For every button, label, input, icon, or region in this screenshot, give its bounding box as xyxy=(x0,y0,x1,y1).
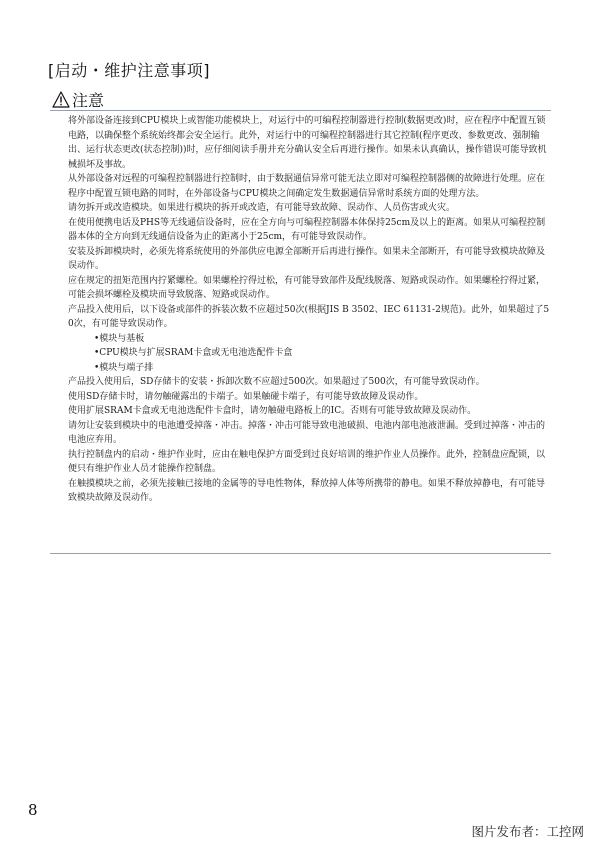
caution-body xyxy=(68,114,550,506)
top-divider xyxy=(50,110,551,111)
page-number: 8 xyxy=(28,801,38,819)
paragraph: 产品投入使用后，以下设备或部件的拆装次数不应超过50次(根据JIS B 3502、IEC 61131-2规范)。此外，如果超过了50次，有可能导致误动作。 xyxy=(68,304,550,329)
paragraph: 执行控制盘内的启动・维护作业时，应由在触电保护方面受到过良好培训的维护作业人员操作。此外，控制盘应配锁，以便只有维护作业人员才能操作控制盘。 xyxy=(68,449,546,474)
paragraph: 请勿让安装到模块中的电池遭受掉落・冲击。掉落・冲击可能导致电池破损、电池内部电池液泄漏。受到过掉落・冲击的电池应弃用。 xyxy=(68,420,546,445)
section-title: [启动・维护注意事项] xyxy=(48,61,210,80)
bullet-item: •模块与基板 xyxy=(94,333,145,344)
caution-heading xyxy=(52,88,104,111)
paragraph: 安装及拆卸模块时，必须先将系统使用的外部供应电源全部断开后再进行操作。如果未全部断开，有可能导致模块故障及误动作。 xyxy=(68,246,546,271)
paragraph: 使用扩展SRAM卡盒或无电池选配件卡盒时，请勿触碰电路板上的IC。否则有可能导致故障及误动作。 xyxy=(68,406,477,416)
caution-label: 注意 xyxy=(72,91,105,110)
paragraph: 从外部设备对远程的可编程控制器进行控制时，由于数据通信异常可能无法立即对可编程控制器侧的故障进行处理。应在程序中配置互锁电路的同时，在外部设备与CPU模块之间确定发生数据通信异常时系统方面的处理方法。 xyxy=(68,174,546,199)
bullet-item: •CPU模块与扩展SRAM卡盒或无电池选配件卡盒 xyxy=(94,348,293,358)
bullet-list xyxy=(68,332,550,376)
paragraph: 在触摸模块之前，必须先接触已接地的金属等的导电性物体，释放掉人体等所携带的静电。如果不释放掉静电，有可能导致模块故障及误动作。 xyxy=(68,478,546,503)
bullet-item: •模块与端子排 xyxy=(94,362,154,373)
paragraph: 产品投入使用后，SD存储卡的安装・拆卸次数不应超过500次。如果超过了500次，有可能导致误动作。 xyxy=(68,377,485,387)
paragraph: 将外部设备连接到CPU模块上或智能功能模块上，对运行中的可编程控制器进行控制(数据更改)时，应在程序中配置互锁电路，以确保整个系统始终都会安全运行。此外，对运行中的可编程控制器进行其它控制(程序更改、参数更改、强制输出、运行状态更改(状态控制))时，应仔细阅读手册并充分确认安全后再进行操作。如果未认真确认，操作错误可能导致机械损坏及事故。 xyxy=(68,116,547,170)
paragraph: 在使用便携电话及PHS等无线通信设备时，应在全方向与可编程控制器本体保持25cm及以上的距离。如果从可编程控制器本体的全方向到无线通信设备为止的距离小于25cm，有可能导致误动作。 xyxy=(68,217,546,242)
paragraph: 使用SD存储卡时，请勿触碰露出的卡端子。如果触碰卡端子，有可能导致故障及误动作。 xyxy=(68,391,424,402)
paragraph: 请勿拆开或改造模块。如果进行模块的拆开或改造，有可能导致故障、误动作、人员伤害或火灾。 xyxy=(68,203,456,213)
paragraph: 应在规定的扭矩范围内拧紧螺栓。如果螺栓拧得过松，有可能导致部件及配线脱落、短路或误动作。如果螺栓拧得过紧，可能会损坏螺栓及模块而导致脱落、短路或误动作。 xyxy=(68,275,546,300)
watermark: 图片发布者：工控网 xyxy=(471,824,584,839)
warning-triangle-icon xyxy=(52,91,70,108)
bottom-divider xyxy=(50,553,551,554)
